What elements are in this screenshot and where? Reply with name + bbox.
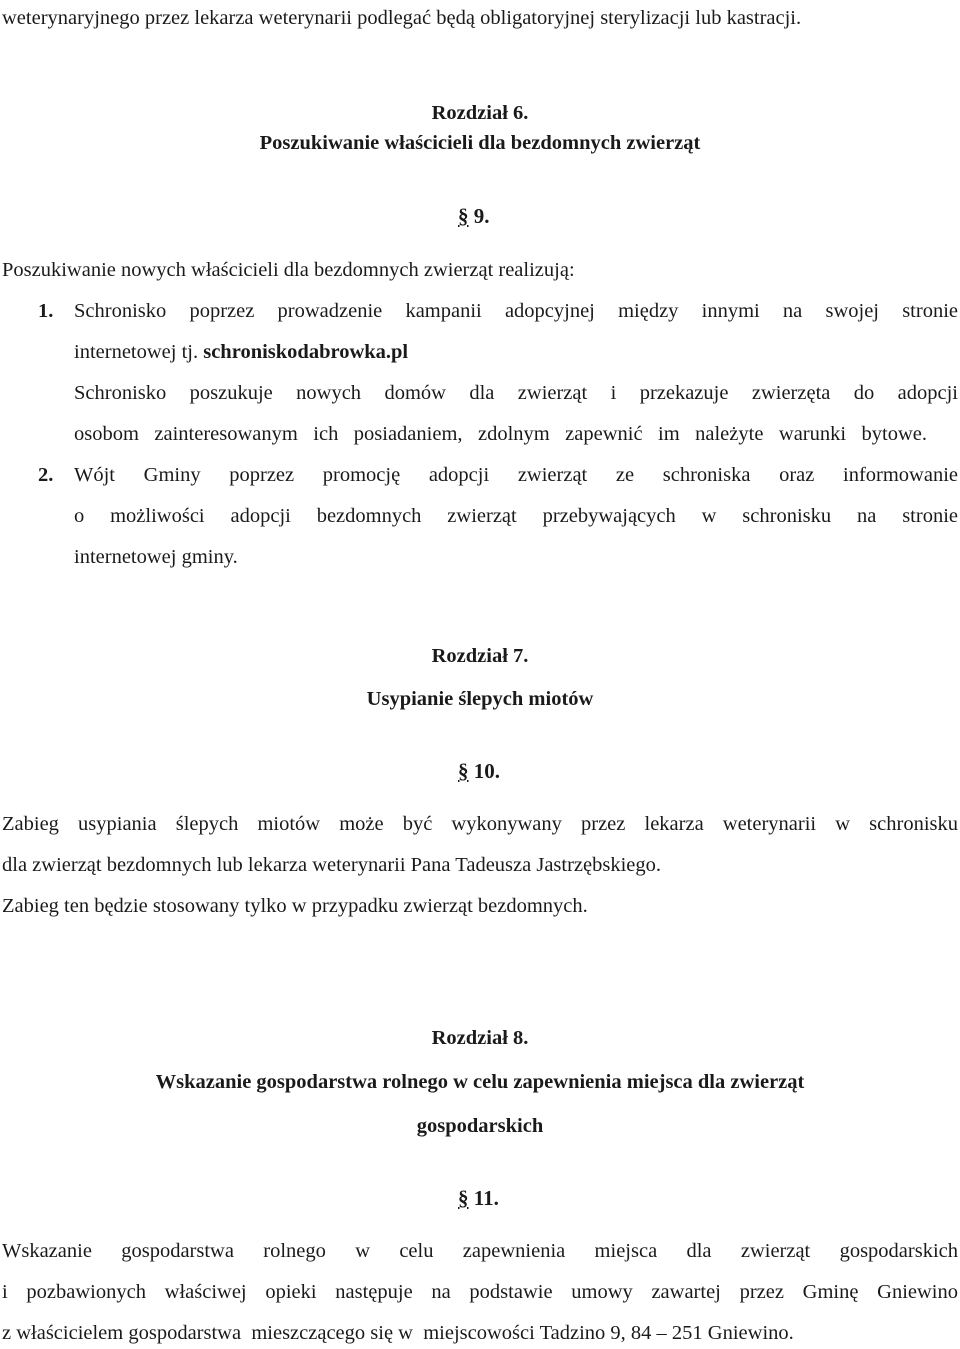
chapter-8-title-line-2: gospodarskich (416, 1115, 544, 1137)
item-2-number: 2. (38, 464, 54, 486)
chapter-6-heading: Rozdział 6. (431, 102, 529, 124)
item-1-line-3: Schronisko poszukuje nowych domów dla zwierząt i przekazuje zwierzęta do adopcji (74, 382, 958, 404)
section-symbol: § (458, 759, 469, 783)
intro-line: weterynaryjnego przez lekarza weterynarii podlegać będą obligatoryjnej sterylizacji lub kastracji. (2, 7, 802, 29)
item-1-line-4: osobom zainteresowanym ich posiadaniem, zdolnym zapewnić im należyte warunki bytowe. (74, 423, 927, 445)
item-1-line-2 (74, 340, 408, 364)
chapter-6-lead: Poszukiwanie nowych właścicieli dla bezdomnych zwierząt realizują: (2, 259, 575, 281)
item-1-line-2-text: internetowej tj. (74, 341, 204, 363)
section-number: 11. (473, 1186, 499, 1210)
chapter-8-line-3: z właścicielem gospodarstwa mieszczącego się w miejscowości Tadzino 9, 84 – 251 Gniewino. (2, 1322, 794, 1344)
section-11 (458, 1185, 499, 1211)
item-2-line-2: o możliwości adopcji bezdomnych zwierząt przebywających w schronisku na stronie (74, 505, 958, 527)
item-2-line-1: Wójt Gminy poprzez promocję adopcji zwierząt ze schroniska oraz informowanie (74, 464, 958, 486)
chapter-8-title-line-1: Wskazanie gospodarstwa rolnego w celu zapewnienia miejsca dla zwierząt (155, 1071, 805, 1093)
shelter-website-link: schroniskodabrowka.pl (203, 341, 409, 363)
chapter-8-line-1: Wskazanie gospodarstwa rolnego w celu zapewnienia miejsca dla zwierząt gospodarskich (2, 1240, 958, 1262)
item-1-line-1: Schronisko poprzez prowadzenie kampanii adopcyjnej między innymi na swojej stronie (74, 300, 958, 322)
section-10 (458, 758, 500, 784)
chapter-6-title: Poszukiwanie właścicieli dla bezdomnych zwierząt (259, 132, 701, 154)
section-number: 10. (473, 759, 500, 783)
chapter-7-line-2: dla zwierząt bezdomnych lub lekarza weterynarii Pana Tadeusza Jastrzębskiego. (2, 854, 662, 876)
section-number: 9. (473, 204, 490, 228)
item-1-number: 1. (38, 300, 54, 322)
section-symbol: § (458, 1186, 469, 1210)
chapter-8-heading: Rozdział 8. (431, 1027, 529, 1049)
section-9 (458, 203, 490, 229)
item-2-line-3: internetowej gminy. (74, 546, 238, 568)
chapter-7-title: Usypianie ślepych miotów (366, 688, 594, 710)
chapter-7-line-3: Zabieg ten będzie stosowany tylko w przypadku zwierząt bezdomnych. (2, 895, 588, 917)
chapter-8-line-2: i pozbawionych właściwej opieki następuje na podstawie umowy zawartej przez Gminę Gniewino (2, 1281, 958, 1303)
chapter-7-line-1: Zabieg usypiania ślepych miotów może być wykonywany przez lekarza weterynarii w schronisku (2, 813, 958, 835)
section-symbol: § (458, 204, 469, 228)
chapter-7-heading: Rozdział 7. (431, 645, 529, 667)
